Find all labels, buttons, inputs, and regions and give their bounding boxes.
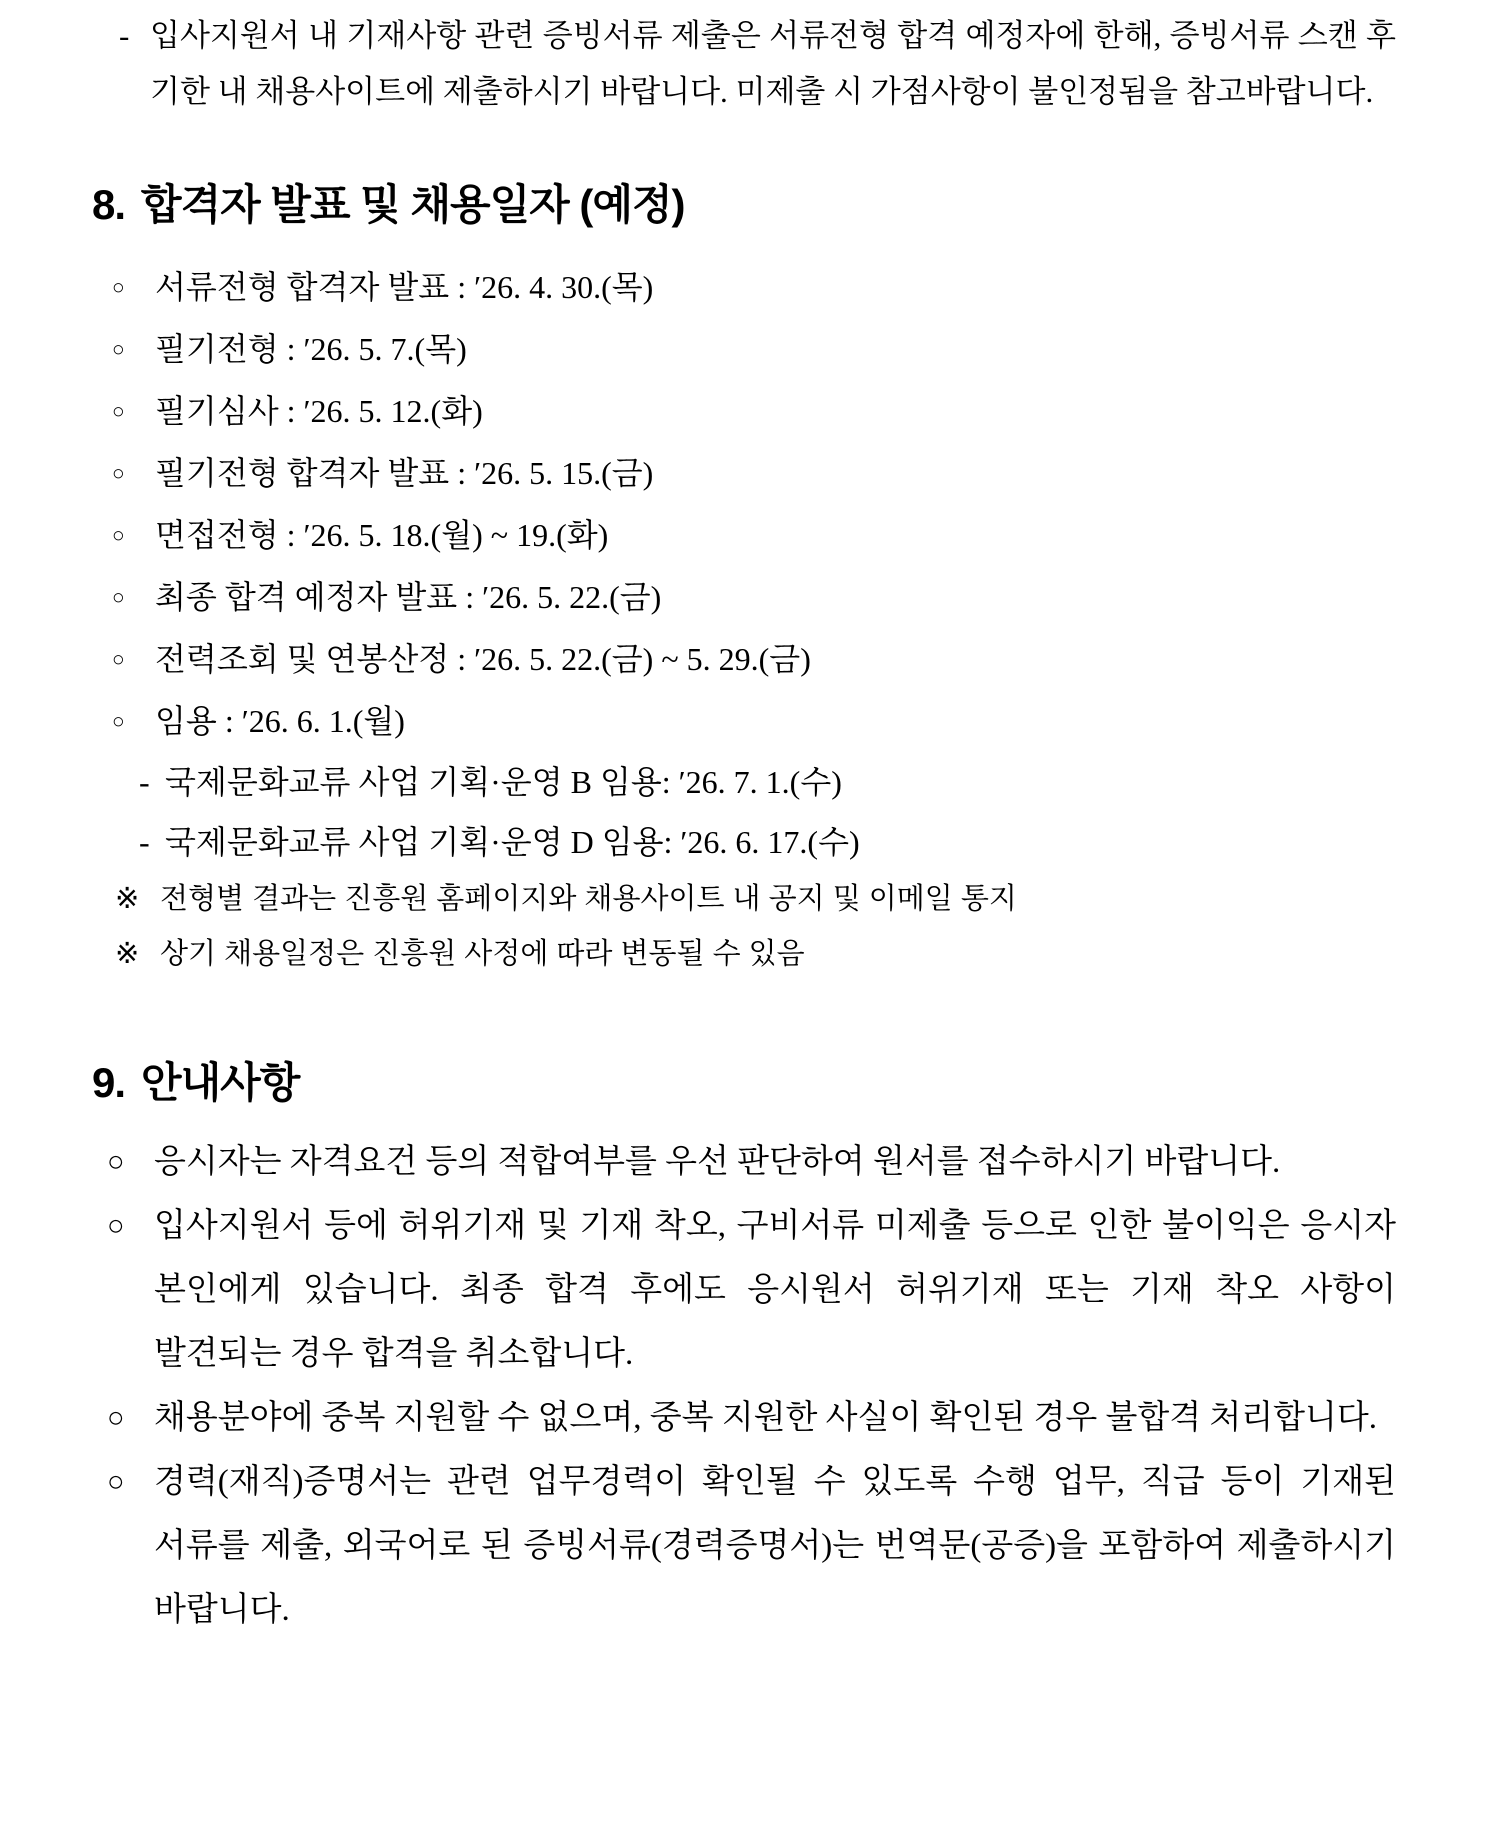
circle-bullet-icon: ○	[112, 399, 125, 423]
schedule-item-text: 서류전형 합격자 발표 : ′26. 4. 30.(목)	[155, 269, 654, 305]
schedule-sub-item-text: 국제문화교류 사업 기획·운영 B 임용: ′26. 7. 1.(수)	[165, 764, 842, 800]
section-9-number: 9.	[92, 1059, 126, 1106]
circle-bullet-icon: ○	[107, 1402, 125, 1434]
schedule-sub-item-text: 국제문화교류 사업 기획·운영 D 임용: ′26. 6. 17.(수)	[165, 824, 860, 860]
schedule-sub-item	[92, 752, 1396, 812]
circle-bullet-icon: ○	[112, 523, 125, 547]
schedule-item-text: 필기심사 : ′26. 5. 12.(화)	[155, 393, 483, 429]
circle-bullet-icon: ○	[112, 275, 125, 299]
circle-bullet-icon: ○	[112, 585, 125, 609]
schedule-item	[92, 442, 1396, 504]
schedule-item-text: 임용 : ′26. 6. 1.(월)	[155, 703, 405, 739]
notice-item-text: 입사지원서 등에 허위기재 및 기재 착오, 구비서류 미제출 등으로 인한 불이익은 응시자 본인에게 있습니다. 최종 합격 후에도 응시원서 허위기재 또는 기재 착오 사항이 발견되는 경우 합격을 취소합니다.	[154, 1208, 1396, 1372]
schedule-item	[92, 628, 1396, 690]
circle-bullet-icon: ○	[112, 461, 125, 485]
section-8-title: 합격자 발표 및 채용일자 (예정)	[141, 181, 685, 228]
dash-bullet-icon: -	[139, 764, 150, 800]
schedule-item-text: 전력조회 및 연봉산정 : ′26. 5. 22.(금) ~ 5. 29.(금)	[155, 641, 811, 677]
schedule-item	[92, 256, 1396, 318]
circle-bullet-icon: ○	[112, 337, 125, 361]
reference-mark-icon: ※	[115, 938, 140, 970]
note-item	[92, 872, 1396, 927]
circle-bullet-icon: ○	[107, 1210, 125, 1242]
notice-item-text: 응시자는 자격요건 등의 적합여부를 우선 판단하여 원서를 접수하시기 바랍니다.	[154, 1144, 1281, 1180]
intro-text: 입사지원서 내 기재사항 관련 증빙서류 제출은 서류전형 합격 예정자에 한해, 증빙서류 스캔 후 기한 내 채용사이트에 제출하시기 바랍니다. 미제출 시 가점사항이 불인정됨을 참고바랍니다.	[150, 18, 1396, 109]
section-8-heading	[92, 180, 1396, 230]
schedule-item	[92, 504, 1396, 566]
circle-bullet-icon: ○	[107, 1146, 125, 1178]
note-text: 전형별 결과는 진흥원 홈페이지와 채용사이트 내 공지 및 이메일 통지	[160, 883, 1017, 915]
circle-bullet-icon: ○	[107, 1466, 125, 1498]
dash-bullet-icon: -	[119, 18, 130, 53]
notice-item	[92, 1450, 1396, 1642]
schedule-item-text: 필기전형 합격자 발표 : ′26. 5. 15.(금)	[155, 455, 654, 491]
schedule-item-text: 최종 합격 예정자 발표 : ′26. 5. 22.(금)	[155, 579, 662, 615]
schedule-item	[92, 566, 1396, 628]
intro-list-item	[92, 8, 1396, 120]
notice-item	[92, 1194, 1396, 1386]
notice-item	[92, 1386, 1396, 1450]
schedule-sub-item	[92, 812, 1396, 872]
schedule-list	[92, 256, 1396, 982]
note-item	[92, 927, 1396, 982]
notice-list	[92, 1130, 1396, 1642]
section-9-heading	[92, 1058, 1396, 1108]
notice-item-text: 채용분야에 중복 지원할 수 없으며, 중복 지원한 사실이 확인된 경우 불합격 처리합니다.	[154, 1400, 1377, 1436]
note-text: 상기 채용일정은 진흥원 사정에 따라 변동될 수 있음	[160, 938, 805, 970]
circle-bullet-icon: ○	[112, 647, 125, 671]
dash-bullet-icon: -	[139, 824, 150, 860]
reference-mark-icon: ※	[115, 883, 140, 915]
schedule-item-text: 면접전형 : ′26. 5. 18.(월) ~ 19.(화)	[155, 517, 609, 553]
circle-bullet-icon: ○	[112, 709, 125, 733]
schedule-item	[92, 318, 1396, 380]
section-9-title: 안내사항	[141, 1059, 300, 1106]
notice-item	[92, 1130, 1396, 1194]
notice-item-text: 경력(재직)증명서는 관련 업무경력이 확인될 수 있도록 수행 업무, 직급 등이 기재된 서류를 제출, 외국어로 된 증빙서류(경력증명서)는 번역문(공증)을 포함하여 제출하시기 바랍니다.	[154, 1464, 1396, 1628]
section-8-number: 8.	[92, 181, 126, 228]
schedule-item-text: 필기전형 : ′26. 5. 7.(목)	[155, 331, 467, 367]
schedule-item	[92, 690, 1396, 752]
schedule-item	[92, 380, 1396, 442]
